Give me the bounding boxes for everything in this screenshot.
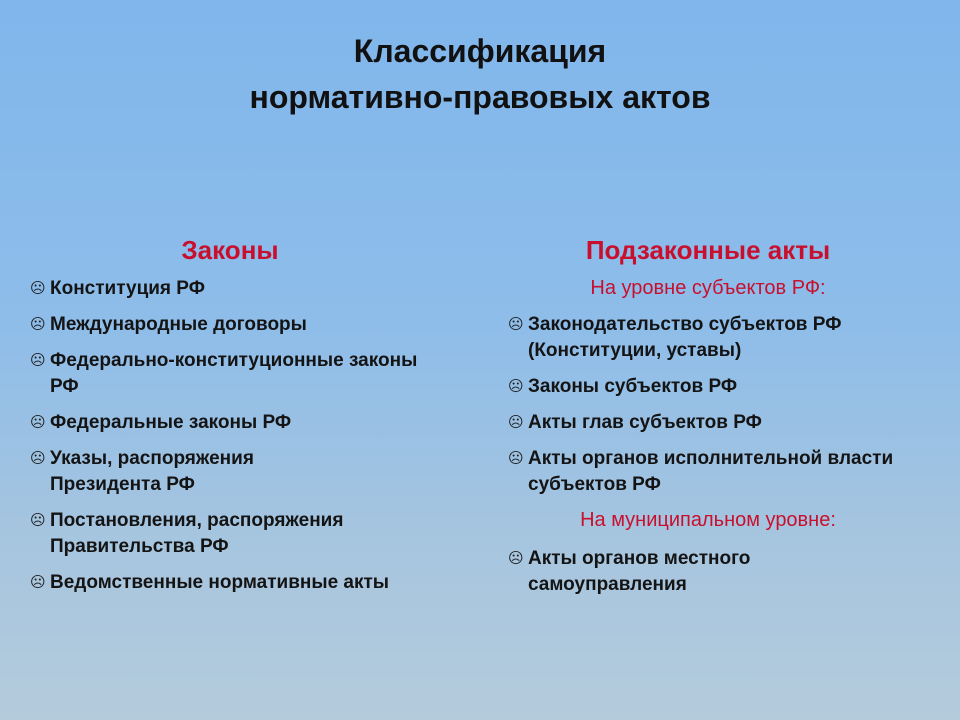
- frown-face-icon: ☹: [508, 450, 524, 467]
- laws-list: [30, 276, 450, 596]
- list-item-text: Ведомственные нормативные акты: [50, 572, 390, 593]
- list-item-text: Федерально-конституционные законы РФ: [50, 350, 418, 397]
- municipal-acts-list: [508, 546, 928, 598]
- frown-face-icon: ☹: [508, 414, 524, 431]
- title-line-1: Классификация: [353, 33, 607, 69]
- list-item-text: Акты глав субъектов РФ: [528, 412, 762, 433]
- slide-title: [0, 28, 960, 120]
- list-item: [30, 446, 350, 498]
- bylaws-column: [508, 232, 928, 608]
- laws-column: [30, 232, 450, 606]
- list-item-text: Акты органов местного самоуправления: [528, 548, 751, 595]
- list-item: [508, 410, 928, 436]
- frown-face-icon: ☹: [30, 512, 46, 529]
- list-item: [508, 546, 848, 598]
- list-item: [30, 508, 440, 560]
- list-item: [508, 446, 928, 498]
- list-item: [30, 276, 440, 302]
- list-item: [30, 348, 440, 400]
- list-item-text: Постановления, распоряжения Правительства РФ: [50, 510, 344, 557]
- list-item-text: Указы, распоряжения Президента РФ: [50, 448, 254, 495]
- frown-face-icon: ☹: [30, 352, 46, 369]
- frown-face-icon: ☹: [30, 280, 46, 297]
- list-item: [30, 570, 440, 596]
- frown-face-icon: ☹: [508, 316, 524, 333]
- frown-face-icon: ☹: [30, 316, 46, 333]
- laws-heading: Законы: [181, 235, 279, 265]
- regional-acts-list: [508, 312, 928, 498]
- municipal-level-subheading: На муниципальном уровне:: [580, 509, 836, 531]
- frown-face-icon: ☹: [30, 414, 46, 431]
- list-item-text: Международные договоры: [50, 314, 307, 335]
- frown-face-icon: ☹: [30, 574, 46, 591]
- frown-face-icon: ☹: [508, 550, 524, 567]
- title-line-2: нормативно-правовых актов: [249, 79, 711, 115]
- list-item: [508, 312, 928, 364]
- bylaws-heading: Подзаконные акты: [585, 235, 831, 265]
- list-item: [30, 312, 440, 338]
- list-item: [508, 374, 928, 400]
- frown-face-icon: ☹: [508, 378, 524, 395]
- frown-face-icon: ☹: [30, 450, 46, 467]
- list-item: [30, 410, 440, 436]
- list-item-text: Законы субъектов РФ: [528, 376, 738, 397]
- list-item-text: Акты органов исполнительной власти субъектов РФ: [528, 448, 894, 495]
- list-item-text: Конституция РФ: [50, 278, 205, 299]
- regional-level-subheading: На уровне субъектов РФ:: [590, 277, 826, 299]
- list-item-text: Законодательство субъектов РФ (Конституции, уставы): [528, 314, 842, 361]
- list-item-text: Федеральные законы РФ: [50, 412, 292, 433]
